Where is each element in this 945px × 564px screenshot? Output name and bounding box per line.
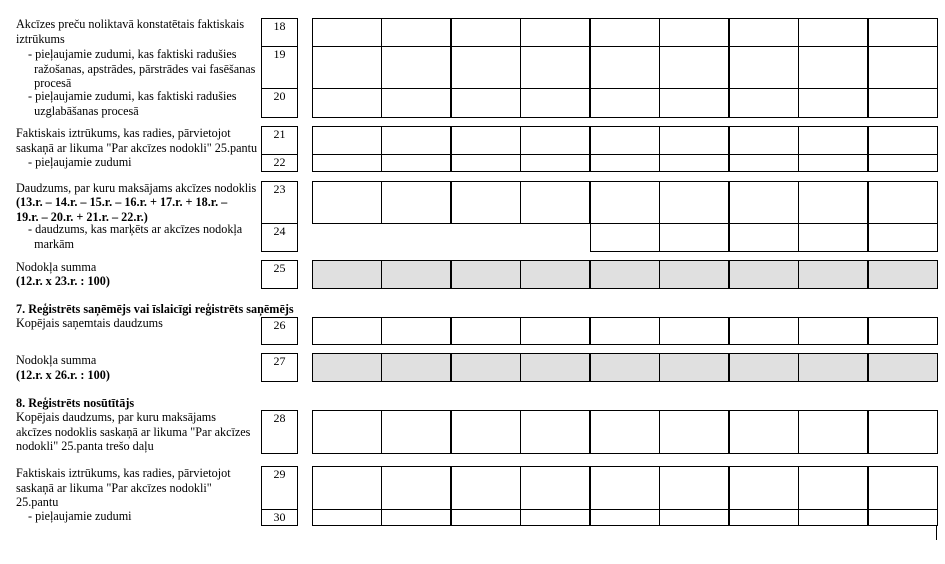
value-cell[interactable] [659, 410, 729, 454]
value-cell[interactable] [868, 410, 938, 454]
value-cell[interactable] [659, 18, 729, 47]
value-cell[interactable] [729, 154, 799, 172]
value-cell[interactable] [451, 126, 521, 155]
row-24-label: - daudzums, kas marķēts ar akcīzes nodokļa markām [28, 222, 243, 251]
value-cell[interactable] [520, 154, 590, 172]
value-cell[interactable] [451, 353, 521, 382]
row-number-22: 22 [261, 154, 298, 172]
row-30-label: - pieļaujamie zudumi [28, 509, 132, 523]
value-cell[interactable] [659, 353, 729, 382]
row-number-24: 24 [261, 223, 298, 252]
value-cell[interactable] [312, 126, 382, 155]
value-cell[interactable] [659, 223, 729, 252]
value-cell[interactable] [868, 88, 938, 118]
value-cell[interactable] [590, 46, 660, 89]
value-cell[interactable] [590, 260, 660, 289]
value-cell[interactable] [659, 126, 729, 155]
row-number-25: 25 [261, 260, 298, 289]
value-cell[interactable] [868, 181, 938, 224]
value-cell[interactable] [451, 88, 521, 118]
row-27-formula: (12.r. x 26.r. : 100) [16, 368, 110, 382]
value-cell[interactable] [381, 88, 451, 118]
value-cell[interactable] [729, 410, 799, 454]
value-cell[interactable] [520, 317, 590, 345]
value-cell[interactable] [381, 353, 451, 382]
value-cell[interactable] [868, 260, 938, 289]
value-cell[interactable] [798, 410, 868, 454]
value-cell[interactable] [312, 260, 382, 289]
value-cell[interactable] [312, 410, 382, 454]
value-cell[interactable] [312, 466, 382, 510]
value-cell[interactable] [520, 181, 590, 224]
value-cell[interactable] [590, 223, 660, 252]
value-cell[interactable] [451, 410, 521, 454]
section-8-heading: 8. Reģistrēts nosūtītājs [16, 396, 135, 410]
value-cell[interactable] [729, 353, 799, 382]
row-23-label: Daudzums, par kuru maksājams akcīzes nodoklis [16, 181, 257, 195]
value-cell[interactable] [868, 126, 938, 155]
value-cell[interactable] [520, 88, 590, 118]
value-cell[interactable] [451, 466, 521, 510]
value-cell[interactable] [451, 18, 521, 47]
row-18-label: Akcīzes preču noliktavā konstatētais faktiskais iztrūkums [16, 17, 245, 46]
value-cell[interactable] [520, 260, 590, 289]
value-cell[interactable] [868, 317, 938, 345]
value-cell[interactable] [381, 181, 451, 224]
value-cell[interactable] [451, 509, 521, 526]
value-cell[interactable] [381, 410, 451, 454]
value-cell[interactable] [798, 46, 868, 89]
row-number-18: 18 [261, 18, 298, 47]
value-cell[interactable] [520, 410, 590, 454]
value-cell[interactable] [590, 410, 660, 454]
value-cell[interactable] [312, 317, 382, 345]
value-cell[interactable] [590, 509, 660, 526]
value-cell[interactable] [312, 181, 382, 224]
value-cell[interactable] [451, 181, 521, 224]
value-cell[interactable] [798, 154, 868, 172]
value-cell[interactable] [659, 46, 729, 89]
value-cell[interactable] [590, 353, 660, 382]
value-cell[interactable] [381, 317, 451, 345]
row-20-label: - pieļaujamie zudumi, kas faktiski radušies uzglabāšanas procesā [28, 89, 237, 118]
row-22-label: - pieļaujamie zudumi [28, 155, 132, 169]
row-25-formula: (12.r. x 23.r. : 100) [16, 274, 110, 288]
value-cell[interactable] [451, 260, 521, 289]
value-cell[interactable] [451, 317, 521, 345]
value-cell[interactable] [868, 223, 938, 252]
value-cell[interactable] [381, 126, 451, 155]
value-cell[interactable] [868, 353, 938, 382]
value-cell[interactable] [798, 18, 868, 47]
value-cell[interactable] [868, 46, 938, 89]
row-number-21: 21 [261, 126, 298, 155]
value-cell[interactable] [520, 466, 590, 510]
value-cell[interactable] [868, 466, 938, 510]
value-cell[interactable] [590, 154, 660, 172]
value-cell[interactable] [381, 260, 451, 289]
value-cell[interactable] [729, 317, 799, 345]
value-cell[interactable] [798, 509, 868, 526]
value-cell[interactable] [520, 509, 590, 526]
row-number-23: 23 [261, 181, 298, 224]
row-number-29: 29 [261, 466, 298, 510]
value-cell[interactable] [729, 260, 799, 289]
row-number-20: 20 [261, 88, 298, 118]
value-cell[interactable] [520, 353, 590, 382]
row-27-label: Nodokļa summa [16, 353, 97, 367]
value-cell[interactable] [381, 18, 451, 47]
row-28-label: Kopējais daudzums, par kuru maksājams akcīzes nodoklis saskaņā ar likuma "Par akcīzes nodokli" 25.panta trešo daļu [16, 410, 251, 454]
value-cell[interactable] [590, 88, 660, 118]
value-cell[interactable] [729, 181, 799, 224]
value-cell[interactable] [659, 466, 729, 510]
value-cell[interactable] [451, 154, 521, 172]
value-cell[interactable] [659, 317, 729, 345]
row-19-label: - pieļaujamie zudumi, kas faktiski radušies ražošanas, apstrādes, pārstrādes vai fasēšanas procesā [28, 47, 256, 91]
value-cell[interactable] [312, 46, 382, 89]
value-cell[interactable] [868, 509, 938, 526]
value-cell[interactable] [520, 126, 590, 155]
value-cell[interactable] [729, 509, 799, 526]
value-cell[interactable] [451, 46, 521, 89]
value-cell[interactable] [381, 46, 451, 89]
value-cell[interactable] [590, 317, 660, 345]
row-number-27: 27 [261, 353, 298, 382]
table-right-edge-line [936, 526, 937, 540]
value-cell[interactable] [729, 223, 799, 252]
value-cell[interactable] [312, 88, 382, 118]
row-23-formula: (13.r. – 14.r. – 15.r. – 16.r. + 17.r. + 18.r. – 19.r. – 20.r. + 21.r. – 22.r.) [16, 195, 228, 224]
row-26-label: Kopējais saņemtais daudzums [16, 316, 163, 330]
value-cell[interactable] [798, 466, 868, 510]
value-cell[interactable] [312, 353, 382, 382]
row-number-28: 28 [261, 410, 298, 454]
row-25-label: Nodokļa summa [16, 260, 97, 274]
value-cell[interactable] [381, 154, 451, 172]
value-cell[interactable] [659, 509, 729, 526]
value-cell[interactable] [659, 88, 729, 118]
row-number-30: 30 [261, 509, 298, 526]
value-cell[interactable] [381, 509, 451, 526]
value-cell[interactable] [729, 18, 799, 47]
value-cell[interactable] [729, 88, 799, 118]
value-cell[interactable] [312, 509, 382, 526]
value-cell[interactable] [312, 18, 382, 47]
row-29-label: Faktiskais iztrūkums, kas radies, pārvietojot saskaņā ar likuma "Par akcīzes nodokli" 25.pantu [16, 466, 231, 510]
value-cell[interactable] [729, 126, 799, 155]
value-cell[interactable] [868, 18, 938, 47]
value-cell[interactable] [590, 126, 660, 155]
value-cell[interactable] [590, 466, 660, 510]
value-cell[interactable] [312, 154, 382, 172]
value-cell[interactable] [659, 260, 729, 289]
value-cell[interactable] [798, 88, 868, 118]
value-cell[interactable] [590, 18, 660, 47]
row-21-label: Faktiskais iztrūkums, kas radies, pārvietojot saskaņā ar likuma "Par akcīzes nodokli" 25.pantu [16, 126, 258, 155]
value-cell[interactable] [798, 126, 868, 155]
value-cell[interactable] [590, 181, 660, 224]
value-cell[interactable] [520, 46, 590, 89]
value-cell[interactable] [381, 466, 451, 510]
value-cell[interactable] [729, 46, 799, 89]
row-number-26: 26 [261, 317, 298, 345]
value-cell[interactable] [729, 466, 799, 510]
value-cell[interactable] [798, 353, 868, 382]
value-cell[interactable] [798, 260, 868, 289]
value-cell[interactable] [659, 181, 729, 224]
value-cell[interactable] [659, 154, 729, 172]
section-7-heading: 7. Reģistrēts saņēmējs vai īslaicīgi reģistrēts saņēmējs [16, 302, 294, 316]
value-cell[interactable] [798, 181, 868, 224]
value-cell[interactable] [520, 18, 590, 47]
row-number-19: 19 [261, 46, 298, 89]
value-cell[interactable] [798, 223, 868, 252]
value-cell[interactable] [868, 154, 938, 172]
value-cell[interactable] [798, 317, 868, 345]
